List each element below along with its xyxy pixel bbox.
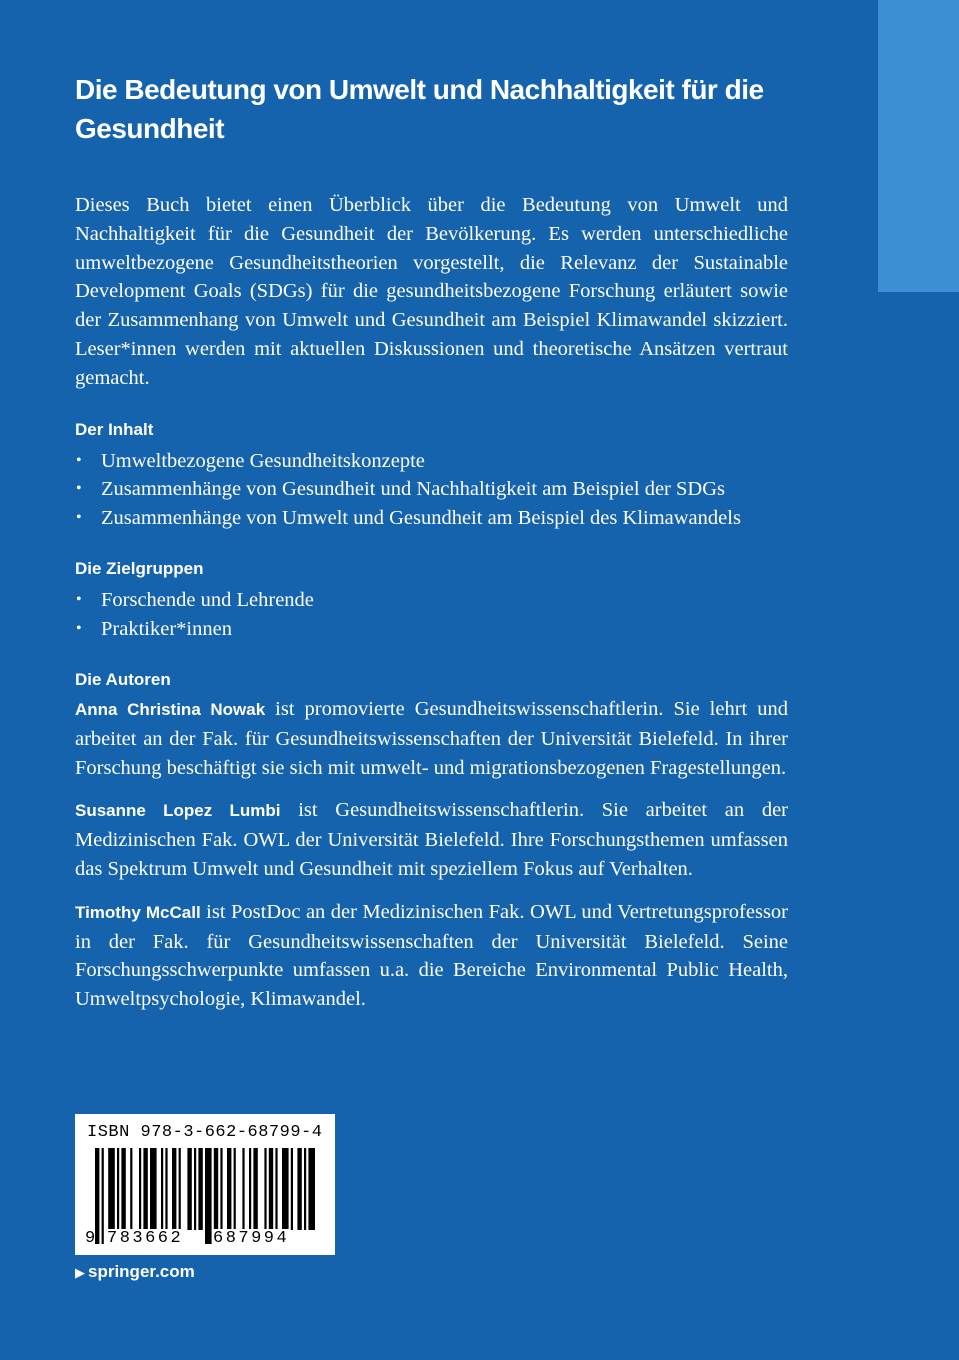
author-name: Anna Christina Nowak (75, 700, 266, 720)
audience-list (75, 586, 788, 643)
bullet-icon: • (76, 508, 82, 526)
author-bio: Susanne Lopez Lumbi ist Gesundheitswissenschaftlerin. Sie arbeitet an der Medizinischen Fak. OWL der Universität Bielefeld. Ihre Forschungsthemen umfassen das Spektrum Umwelt und Gesundheit mit speziellem Fokus auf Verhalten. (75, 799, 788, 881)
list-item: • Umweltbezogene Gesundheitskonzepte (75, 447, 788, 476)
barcode-bar (198, 1148, 202, 1230)
barcode-bar (187, 1148, 191, 1230)
bullet-icon: • (76, 619, 82, 637)
barcode-bar (242, 1148, 244, 1230)
barcode-bar (227, 1148, 231, 1230)
author-bio: Timothy McCall ist PostDoc an der Medizinischen Fak. OWL und Vertretungsprofessor in der Fak. für Gesundheitswissenschaften der Universität Bielefeld. Seine Forschungsschwerpunkte umfassen u.a. die Bereiche Environmental Public Health, Umweltpsychologie, Klimawandel. (75, 900, 788, 1011)
bullet-icon: • (76, 480, 82, 498)
barcode-bar (269, 1148, 273, 1230)
barcode-bar (308, 1148, 315, 1230)
play-arrow-icon: ▶ (75, 1265, 85, 1280)
barcode-bar (139, 1148, 141, 1230)
barcode-digits-right: 687994 (213, 1229, 290, 1248)
list-item: • Zusammenhänge von Gesundheit und Nachhaltigkeit am Beispiel der SDGs (75, 475, 788, 504)
barcode-bar (108, 1148, 115, 1230)
accent-strip (878, 0, 959, 292)
list-item: • Praktiker*innen (75, 615, 788, 644)
publisher-link[interactable]: ▶ springer.com (75, 1262, 195, 1281)
bullet-icon: • (76, 591, 82, 609)
book-title: Die Bedeutung von Umwelt und Nachhaltigkeit für die Gesundheit (75, 74, 764, 144)
barcode-bar (161, 1148, 163, 1230)
barcode-bar (220, 1148, 222, 1230)
audience-heading: Die Zielgruppen (75, 559, 204, 579)
barcode-bar (291, 1148, 293, 1230)
barcode-digits (75, 1229, 335, 1253)
book-description: Dieses Buch bietet einen Überblick über die Bedeutung von Umwelt und Nachhaltigkeit für die Gesundheit der Bevölkerung. Es werden unterschiedliche umweltbezogene Gesundheitstheorien vorgestellt, die Relevanz der Sustainable Development Goals (SDGs) für die gesundheitsbezogene Forschung erläutert sowie der Zusammenhang von Umwelt und Gesundheit am Beispiel Klimawandel skizziert. Leser*innen werden mit aktuellen Diskussionen und theoretische Ansätzen vertraut gemacht. (75, 194, 788, 389)
barcode-bar (117, 1148, 119, 1230)
authors-heading: Die Autoren (75, 670, 171, 690)
bullet-icon: • (76, 451, 82, 469)
author-name: Susanne Lopez Lumbi (75, 801, 281, 821)
barcode-digits-left: 783662 (107, 1229, 184, 1248)
author-bio: Anna Christina Nowak ist promovierte Gesundheitswissenschaftlerin. Sie lehrt und arbeitet an der Fak. für Gesundheitswissenschaften der Universität Bielefeld. In ihrer Forschung beschäftigt sie sich mit umwelt- und migrationsbezogenen Fragestellungen. (75, 698, 788, 779)
isbn-label: ISBN 978-3-662-68799-4 (87, 1123, 323, 1142)
isbn-barcode (75, 1114, 335, 1255)
barcode-bar (179, 1148, 181, 1230)
barcode-bar (234, 1148, 236, 1230)
contents-list (75, 447, 788, 533)
list-item: • Forschende und Lehrende (75, 586, 788, 615)
contents-heading: Der Inhalt (75, 419, 154, 439)
barcode-bar (282, 1148, 289, 1230)
barcode-digit-first: 9 (85, 1229, 96, 1248)
barcode-bar (165, 1148, 167, 1230)
authors-block (75, 695, 788, 1014)
back-cover-content (75, 70, 788, 1014)
barcode-bar (264, 1148, 266, 1230)
barcode-bar (304, 1148, 306, 1230)
barcode-bar (194, 1148, 196, 1230)
barcode-bar (121, 1148, 125, 1230)
barcode-bar (130, 1148, 132, 1230)
barcode-bar (150, 1148, 157, 1230)
barcode-bar (297, 1148, 301, 1230)
barcode-bar (249, 1148, 251, 1230)
barcode-bar (172, 1148, 176, 1230)
author-name: Timothy McCall (75, 902, 201, 922)
barcode-bar (253, 1148, 257, 1230)
barcode-bar (143, 1148, 147, 1230)
list-item: • Zusammenhänge von Umwelt und Gesundheit am Beispiel des Klimawandels (75, 504, 788, 533)
barcode-bar (275, 1148, 277, 1230)
